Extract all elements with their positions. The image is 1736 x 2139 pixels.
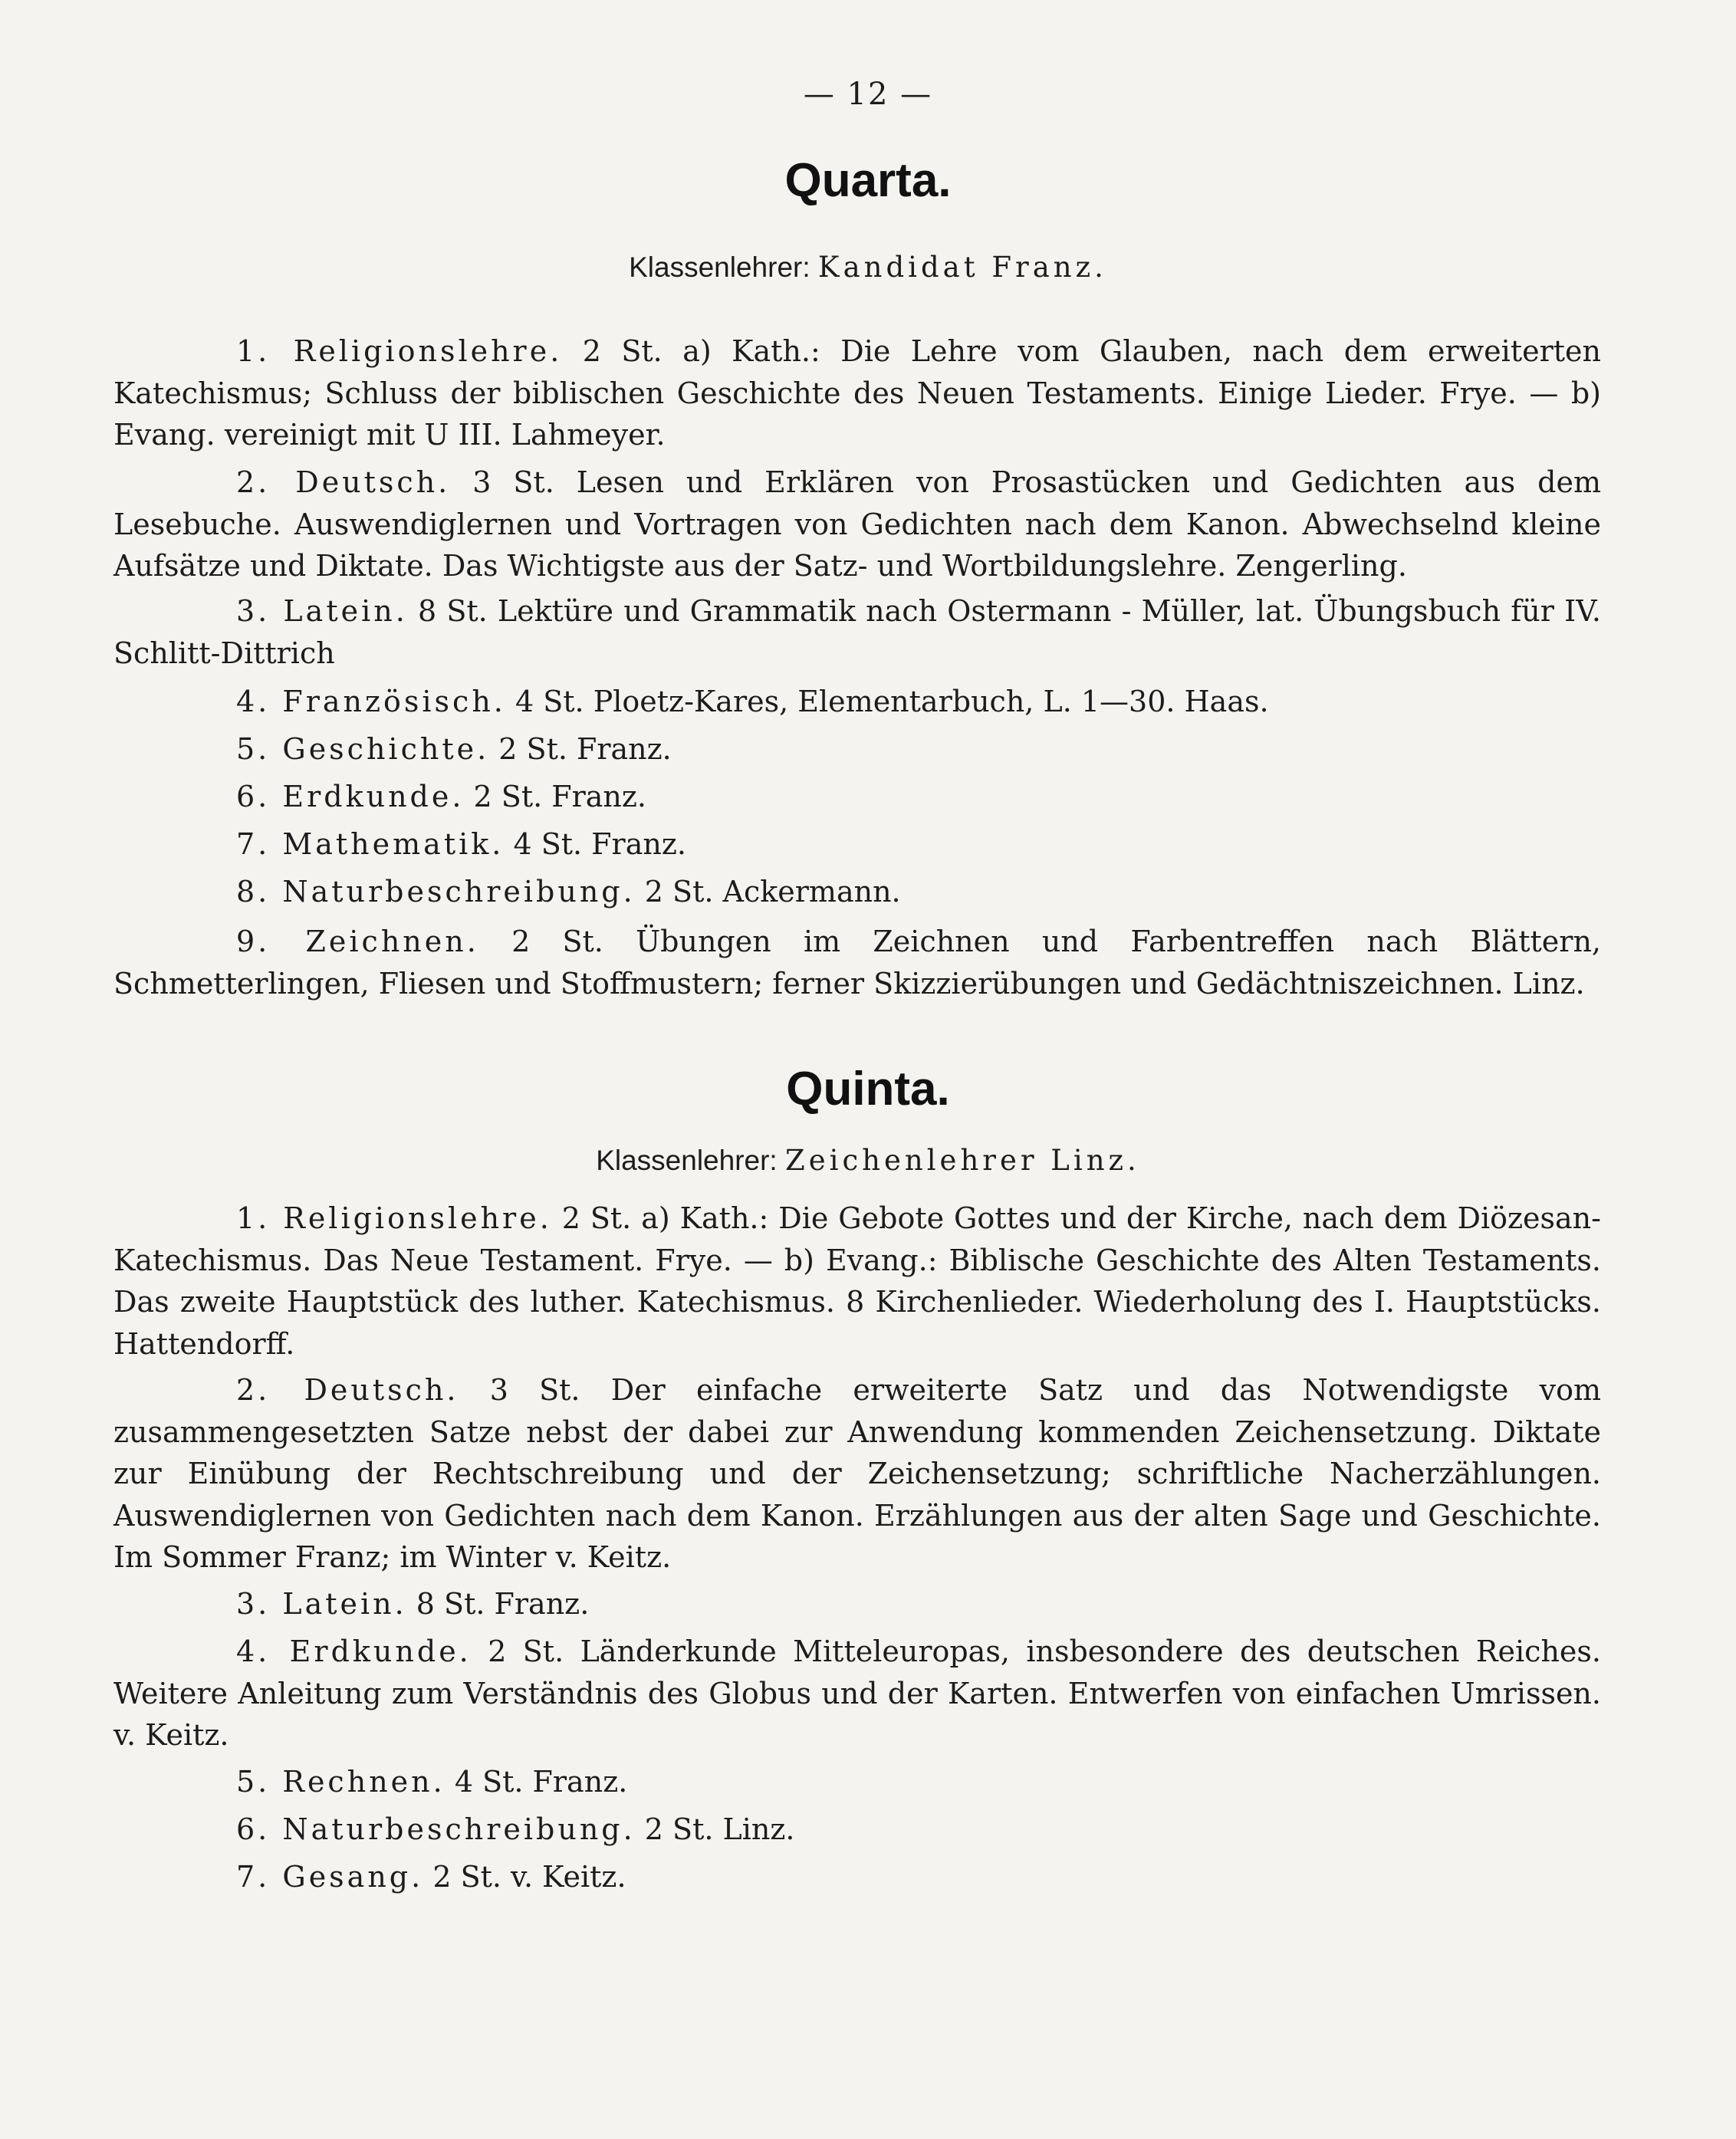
subject-title: 6. Erdkunde. (236, 780, 465, 813)
subject-paragraph (113, 1631, 1601, 1756)
class-teacher-quarta (0, 251, 1736, 284)
class-teacher-name: Kandidat Franz. (817, 251, 1107, 284)
class-teacher-label: Klassenlehrer: (629, 251, 810, 283)
subject-title: 9. Zeichnen. (236, 925, 479, 958)
page-number: — 12 — (803, 77, 933, 112)
subject-title: 8. Naturbeschreibung. (236, 875, 636, 909)
subject-title: 5. Rechnen. (236, 1765, 446, 1799)
subject-description: 4 St. Franz. (513, 827, 686, 861)
subject-description: 2 St. v. Keitz. (432, 1860, 626, 1894)
subject-paragraph (113, 1198, 1601, 1365)
subject-description: 2 St. Ackermann. (644, 875, 901, 909)
section-heading-quinta: Quinta. (786, 1063, 950, 1116)
subject-paragraph (113, 590, 1601, 674)
subject-paragraph (113, 681, 1601, 723)
subject-paragraph (113, 921, 1601, 1004)
subject-title: 1. Religionslehre. (236, 334, 563, 368)
subject-description: 2 St. Übungen im Zeichnen und Farbentreffen nach Blättern, Schmetterlingen, Fliesen und Stoffmustern; ferner Skizzierübungen und Gedächtniszeichnen. Linz. (113, 925, 1601, 1001)
subject-paragraph (113, 1856, 1601, 1898)
subject-description: 3 St. Lesen und Erklären von Prosastücken und Gedichten aus dem Lesebuche. Auswendiglernen und Vortragen von Gedichten nach dem Kanon. Abwechselnd kleine Aufsätze und Diktate. Das Wichtigste aus der Satz- und Wortbildungslehre. Zengerling. (113, 465, 1601, 583)
subject-paragraph (113, 776, 1601, 818)
subject-title: 4. Französisch. (236, 685, 506, 718)
class-teacher-label: Klassenlehrer: (596, 1145, 778, 1176)
section-heading-quarta: Quarta. (784, 154, 952, 207)
subject-title: 4. Erdkunde. (236, 1635, 472, 1668)
subject-paragraph (113, 1369, 1601, 1579)
subject-title: 6. Naturbeschreibung. (236, 1812, 636, 1846)
subject-paragraph (113, 462, 1601, 587)
subject-title: 2. Deutsch. (236, 465, 451, 499)
class-teacher-name: Zeichenlehrer Linz. (785, 1144, 1140, 1177)
subject-description: 8 St. Lektüre und Grammatik nach Ostermann - Müller, lat. Übungsbuch für IV. Schlitt-Dittrich (113, 594, 1601, 670)
subject-title: 2. Deutsch. (236, 1373, 459, 1407)
subject-description: 2 St. Franz. (498, 732, 672, 766)
subject-description: 4 St. Ploetz-Kares, Elementarbuch, L. 1—30. Haas. (515, 685, 1269, 718)
subject-paragraph (113, 871, 1601, 913)
subject-description: 3 St. Der einfache erweiterte Satz und das Notwendigste vom zusammengesetzten Satze nebst der dabei zur Anwendung kommenden Zeichensetzung. Diktate zur Einübung der Rechtschreibung und der Zeichensetzung; schriftliche Nacherzählungen. Auswendiglernen von Gedichten nach dem Kanon. Erzählungen aus der alten Sage und Geschichte. Im Sommer Franz; im Winter v. Keitz. (113, 1373, 1601, 1574)
class-teacher-quinta (0, 1144, 1736, 1177)
subject-paragraph (113, 1583, 1601, 1625)
subject-title: 7. Mathematik. (236, 827, 505, 861)
subject-description: 8 St. Franz. (416, 1587, 590, 1621)
subject-paragraph (113, 330, 1601, 456)
subject-title: 3. Latein. (236, 594, 408, 628)
subject-description: 4 St. Franz. (454, 1765, 628, 1799)
subject-paragraph (113, 1761, 1601, 1803)
subject-description: 2 St. Linz. (644, 1812, 795, 1846)
subject-description: 2 St. Franz. (473, 780, 647, 813)
subject-description: 2 St. a) Kath.: Die Gebote Gottes und der Kirche, nach dem Diözesan-Katechismus. Das Neue Testament. Frye. — b) Evang.: Biblische Geschichte des Alten Testaments. Das zweite Hauptstück des luther. Katechismus. 8 Kirchenlieder. Wiederholung des I. Hauptstücks. Hattendorff. (113, 1201, 1601, 1361)
subject-paragraph (113, 1809, 1601, 1851)
subject-title: 5. Geschichte. (236, 732, 490, 766)
subject-paragraph (113, 823, 1601, 866)
subject-description: 2 St. a) Kath.: Die Lehre vom Glauben, nach dem erweiterten Katechismus; Schluss der biblischen Geschichte des Neuen Testaments. Einige Lieder. Frye. — b) Evang. vereinigt mit U III. Lahmeyer. (113, 334, 1601, 452)
subject-paragraph (113, 728, 1601, 770)
subject-title: 7. Gesang. (236, 1860, 424, 1894)
subject-description: 2 St. Länderkunde Mitteleuropas, insbesondere des deutschen Reiches. Weitere Anleitung zum Verständnis des Globus und der Karten. Entwerfen von einfachen Umrissen. v. Keitz. (113, 1635, 1601, 1752)
subject-title: 3. Latein. (236, 1587, 407, 1621)
subject-title: 1. Religionslehre. (236, 1201, 552, 1235)
